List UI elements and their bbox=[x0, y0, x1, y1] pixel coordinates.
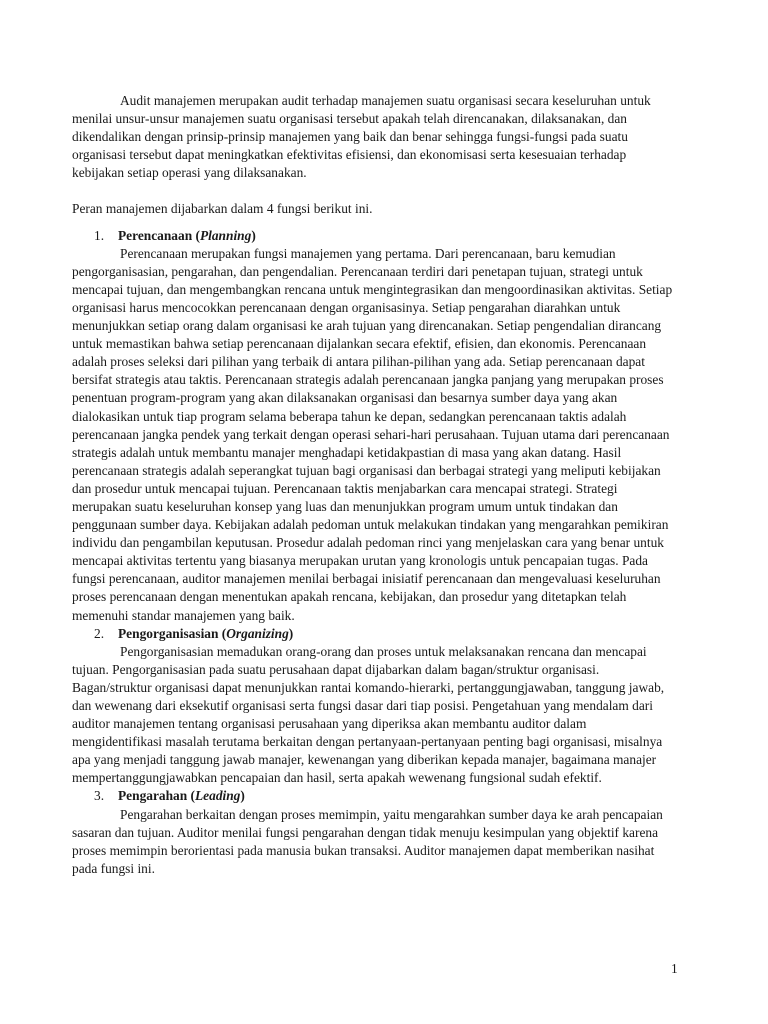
section-title-close: ) bbox=[240, 788, 245, 804]
section-body-2: Pengorganisasian memadukan orang-orang dan proses untuk melaksanakan rencana dan mencapai tujuan. Pengorganisasian pada suatu perusahaan dapat dijabarkan dalam bagan/struktur organisasi. Bagan/struktur organisasi dapat menunjukkan rantai komando-hierarki, pertanggungjawaban, tanggung jawab, dan wewenang dari eksekutif organisasi serta fungsi dasar dari tiap posisi. Pengetahuan yang mendalam dari auditor manajemen tentang organisasi perusahaan yang diperiksa akan membantu auditor dalam mengidentifikasi masalah terutama berkaitan dengan pertanyaan-pertanyaan penting bagi organisasi, misalnya apa yang menjadi tanggung jawab manajer, kewenangan yang diberikan kepada manajer, bagaimana manajer mempertanggungjawabkan pencapaian dan hasil, serta apakah wewenang fungsional sudah efektif. bbox=[72, 643, 665, 786]
section-term: Organizing bbox=[226, 625, 289, 641]
section-title bbox=[118, 787, 245, 805]
intro-paragraph: Audit manajemen merupakan audit terhadap manajemen suatu organisasi secara keseluruhan untuk menilai unsur-unsur manajemen suatu organisasi tersebut apakah telah direncanakan, dilaksanakan, dan dikendalikan dengan prinsip-prinsip manajemen yang baik dan benar sehingga fungsi-fungsi pada suatu organisasi tersebut dapat meningkatkan efektivitas efisiensi, dan ekonomisasi serta kesesuaian terhadap kebijakan setiap operasi yang dilaksanakan. bbox=[72, 93, 651, 181]
lead-paragraph: Peran manajemen dijabarkan dalam 4 fungsi berikut ini. bbox=[72, 201, 373, 217]
section-heading-2 bbox=[72, 625, 678, 643]
section-title-text: Perencanaan ( bbox=[118, 227, 200, 243]
section-number: 1. bbox=[94, 227, 105, 243]
document-page bbox=[72, 92, 678, 878]
section-body-1: Perencanaan merupakan fungsi manajemen yang pertama. Dari perencanaan, baru kemudian pengorganisasian, pengarahan, dan pengendalian. Perencanaan terdiri dari penetapan tujuan, strategi untuk mencapai tujuan, dan mengembangkan rencana untuk mengintegrasikan dan mengoordinasikan aktivitas. Setiap organisasi harus mencocokkan perencanaan dengan organisasinya. Setiap pengarahan diarahkan untuk menunjukkan setiap orang dalam organisasi ke arah tujuan yang direncanakan. Setiap pengendalian dirancang untuk memastikan bahwa setiap perencanaan dijalankan secara efektif, efisien, dan ekonomis. Perencanaan adalah proses seleksi dari pilihan yang terbaik di antara pilihan-pilihan yang ada. Setiap perencanaan dapat bersifat strategis atau taktis. Perencanaan strategis adalah perencanaan jangka panjang yang merupakan proses penentuan program-program yang akan dilaksanakan organisasi dan besarnya sumber daya yang akan dialokasikan untuk tiap program selama beberapa tahun ke depan, sedangkan perencanaan taktis adalah perencanaan jangka pendek yang terkait dengan operasi sehari-hari perusahaan. Tujuan utama dari perencanaan strategis adalah untuk membantu manajer menghadapi ketidakpastian di masa yang akan datang. Hasil perencanaan strategis adalah seperangkat tujuan bagi organisasi dan berbagai strategi yang meliputi kebijakan dan prosedur untuk mencapai tujuan. Perencanaan taktis menjabarkan cara mencapai strategi. Strategi merupakan suatu keseluruhan konsep yang luas dan menunjukkan program umum untuk tindakan dan penggunaan sumber daya. Kebijakan adalah pedoman untuk melakukan tindakan yang mengarahkan pemikiran individu dan pengambilan keputusan. Prosedur adalah pedoman rinci yang menjelaskan cara yang benar untuk mencapai aktivitas tertentu yang biasanya merupakan urutan yang kronologis untuk pencapaian tugas. Pada fungsi perencanaan, auditor manajemen menilai berbagai inisiatif perencanaan dan mengevaluasi keseluruhan proses perencanaan dengan menentukan apakah rencana, kebijakan, dan prosedur yang ditetapkan telah memenuhi standar manajemen yang baik. bbox=[72, 245, 673, 623]
section-title-close: ) bbox=[251, 227, 256, 243]
section-term: Leading bbox=[195, 788, 241, 804]
section-title bbox=[118, 625, 293, 643]
section-heading-3 bbox=[72, 787, 678, 805]
page-number: 1 bbox=[671, 961, 678, 976]
section-term: Planning bbox=[199, 227, 252, 243]
section-heading-1 bbox=[72, 227, 678, 245]
section-title-text: Pengorganisasian ( bbox=[118, 625, 227, 641]
section-title-close: ) bbox=[288, 625, 294, 641]
section-body-3: Pengarahan berkaitan dengan proses memimpin, yaitu mengarahkan sumber daya ke arah pencapaian sasaran dan tujuan. Auditor menilai fungsi pengarahan dengan tidak menuju kesimpulan yang objektif karena proses memimpin berorientasi pada manusia bukan transaksi. Auditor manajemen dapat memberikan nasihat pada fungsi ini. bbox=[72, 806, 663, 876]
section-number: 3. bbox=[94, 788, 105, 804]
paragraph-gap bbox=[72, 182, 678, 200]
section-title-text: Pengarahan ( bbox=[118, 788, 195, 804]
section-number: 2. bbox=[94, 625, 105, 641]
section-title bbox=[118, 227, 256, 245]
